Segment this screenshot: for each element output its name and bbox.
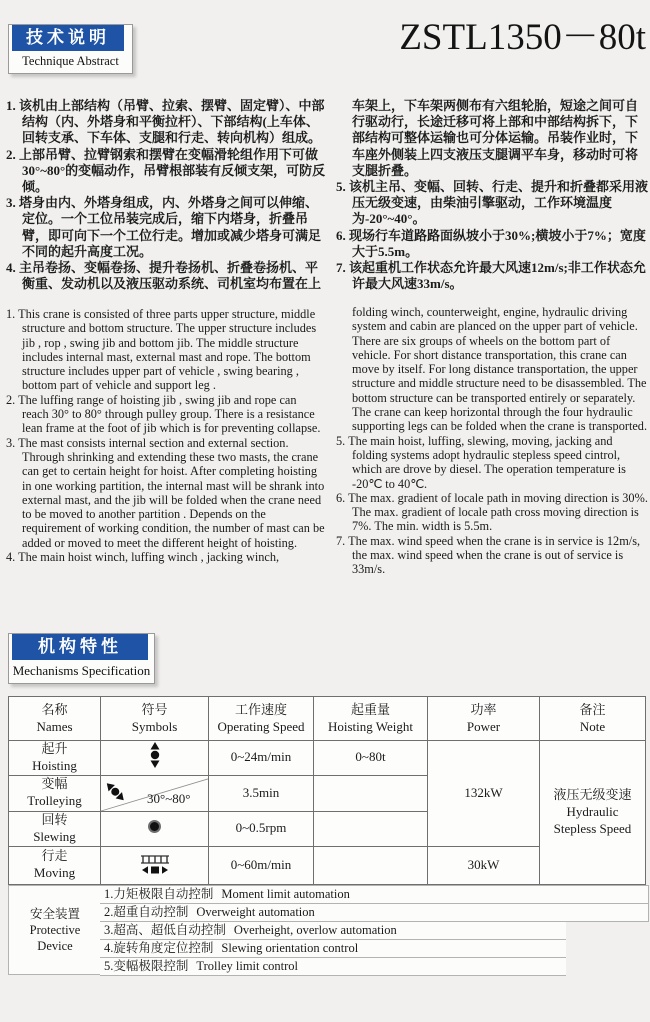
weight-moving: [314, 846, 428, 884]
en-item-4-continuation: folding winch, counterweight, engine, hydraulic driving system and cabin are planced on the upper part of vehicle. There are six groups of wheels on the bottom part of vehicle. For short distance transportation, this crane can move by itself. For long distance transportation, the upper structure and middle structure need to be disassembled. The bottom structure can be transported entirely or separately. The crane can keep horizontal through the four hydraulic supporting legs can be folded when the crane is transported.: [352, 305, 648, 434]
page-title: ZSTL1350－80t: [399, 17, 646, 58]
abstract-en-left-column: [6, 307, 326, 564]
mechanisms-spec-table: [8, 696, 646, 885]
protective-item-5: 5.变幅极限控制 Trolley limit control: [100, 958, 566, 976]
badge-en-label: Mechanisms Specification: [12, 663, 151, 678]
protective-item-1: 1.力矩极限自动控制 Moment limit automation: [100, 885, 649, 904]
spec-row-hoisting: [9, 741, 646, 776]
name-slewing: 回转 Slewing: [9, 811, 101, 846]
luffing-angle-label: 30°~80°: [147, 790, 191, 806]
zh-item-7: 7. 该起重机工作状态允许最大风速12m/s;非工作状态允许最大风速33m/s。: [336, 260, 646, 292]
track-with-arrows-icon: [101, 855, 208, 875]
protective-item-3: 3.超高、超低自动控制 Overheight, overlow automation: [100, 922, 566, 940]
speed-slewing: 0~0.5rpm: [209, 811, 314, 846]
header-names: 名称 Names: [9, 697, 101, 741]
en-item-6: 6. The max. gradient of locale path in moving direction is 30%. The max. gradient of locale path cross moving direction is 7%. The min. width is 5.5m.: [336, 490, 648, 534]
spec-header-row: [9, 697, 646, 741]
header-note: 备注 Note: [540, 697, 646, 741]
zh-item-2: 2. 上部吊臂、拉臂钢索和摆臂在变幅滑轮组作用下可做30°~80°的变幅动作，吊臂根部装有反倾支架，可防反倾。: [6, 146, 326, 195]
en-item-4: 4. The main hoist winch, luffing winch , jacking winch,: [6, 550, 280, 565]
en-item-7: 7. The max. wind speed when the crane is in service is 12m/s, the max. wind speed when the crane is out of service is 33m/s.: [336, 533, 641, 577]
protective-item-2: 2.超重自动控制 Overweight automation: [100, 904, 649, 922]
header-hoisting-weight: 起重量 Hoisting Weight: [314, 697, 428, 741]
rotation-dot-icon: [148, 820, 161, 833]
header-symbols: 符号 Symbols: [101, 697, 209, 741]
symbol-cell: [101, 846, 209, 884]
badge-zh-label: 技术说明: [12, 25, 124, 51]
symbol-cell: [101, 775, 209, 811]
vertical-double-arrow-icon: [149, 756, 161, 771]
zh-item-5: 5. 该机主吊、变幅、回转、行走、提升和折叠都采用液压无级变速，由柴油引擎驱动，工作环境温度为-20°~40°。: [336, 179, 649, 227]
speed-hoisting: 0~24m/min: [209, 741, 314, 776]
badge-en-label: Technique Abstract: [22, 54, 119, 68]
zh-item-4-continuation: 车架上，下车架两侧布有六组轮胎，短途之间可自行驱动行，长途迁移可将上部和中部结构拆下，下部结构可整体运输也可分体运输。吊装作业时，下车座外侧装上四支液压支腿调平车身，移动时可将支腿折叠。: [352, 98, 639, 178]
abstract-zh-left-column: [6, 98, 326, 292]
power-moving: 30kW: [428, 846, 540, 884]
mechanisms-specification-badge: [8, 633, 155, 684]
en-item-3: 3. The mast consists internal section and external section. Through shrinking and extending these two masts, the crane can get to certain height for hoist. After completing hoisting in one working partition, the internal mast will be shrank into external mast, and the jib will be folded when the crane need to be moved to another partition . Depends on the requirement of working condition, the number of mast can be added or moved to meet the different height of hoisting.: [6, 435, 325, 550]
protective-items: [100, 885, 649, 976]
symbol-cell: [101, 811, 209, 846]
en-item-1: 1. This crane is consisted of three parts upper structure, middle structure and bottom structure. The upper structure includes jib , rop , swing jib and bottom jib. The middle structure includes internal mast, external mast and rope. The bottom structure includes upper part of vehicle , swing bearing , bottom part of vehicle and support leg .: [6, 307, 317, 393]
name-moving: 行走 Moving: [9, 846, 101, 884]
note-cell: 液压无级变速 Hydraulic Stepless Speed: [540, 741, 646, 885]
badge-zh-label: 机构特性: [12, 634, 148, 660]
header-power: 功率 Power: [428, 697, 540, 741]
en-item-5: 5. The main hoist, luffing, slewing, moving, jacking and folding systems adopt hydraulic stepless speed cintrol, which are drove by diesel. The operation temperature is -20℃ to 40℃.: [336, 433, 626, 491]
power-main: 132kW: [428, 741, 540, 847]
zh-item-4: 4. 主吊卷扬、变幅卷扬、提升卷扬机、折叠卷扬机、平衡重、发动机以及液压驱动系统、司机室均布置在上: [6, 260, 322, 292]
weight-trolleying: [314, 775, 428, 811]
protective-item-4: 4.旋转角度定位控制 Slewing orientation control: [100, 940, 566, 958]
zh-item-1: 1. 该机由上部结构（吊臂、拉索、摆臂、固定臂）、中部结构（内、外塔身和平衡拉杆）、下部结构(上车体、回转支承、下车体、支腿和行走、转向机构）组成。: [6, 98, 325, 146]
symbol-cell: [101, 741, 209, 776]
name-trolleying: 变幅 Trolleying: [9, 775, 101, 811]
weight-hoisting: 0~80t: [314, 741, 428, 776]
en-item-2: 2. The luffing range of hoisting jib , swing jib and rope can reach 30° to 80° through pulley group. There is a resistance lean frame at the foot of jib which is for preventing collapse.: [6, 392, 321, 436]
abstract-en-right-column: [336, 305, 649, 577]
zh-item-6: 6. 现场行车道路路面纵坡小于30%;横坡小于7%；宽度大于5.5m。: [336, 227, 646, 259]
abstract-zh-right-column: [336, 98, 648, 292]
header-operating-speed: 工作速度 Operating Speed: [209, 697, 314, 741]
weight-slewing: [314, 811, 428, 846]
protective-device-name-cell: 安全装置 Protective Device: [8, 885, 102, 975]
technique-abstract-badge: [8, 24, 133, 74]
protective-device-table: [8, 885, 645, 975]
name-hoisting: 起升 Hoisting: [9, 741, 101, 776]
speed-trolleying: 3.5min: [209, 775, 314, 811]
zh-item-3: 3. 塔身由内、外塔身组成，内、外塔身之间可以伸缩、定位。一个工位吊装完成后，缩下内塔身，折叠吊臂，即可向下一个工位行走。增加或减少塔身可满足不同的起升高度工况。: [6, 195, 322, 259]
speed-moving: 0~60m/min: [209, 846, 314, 884]
